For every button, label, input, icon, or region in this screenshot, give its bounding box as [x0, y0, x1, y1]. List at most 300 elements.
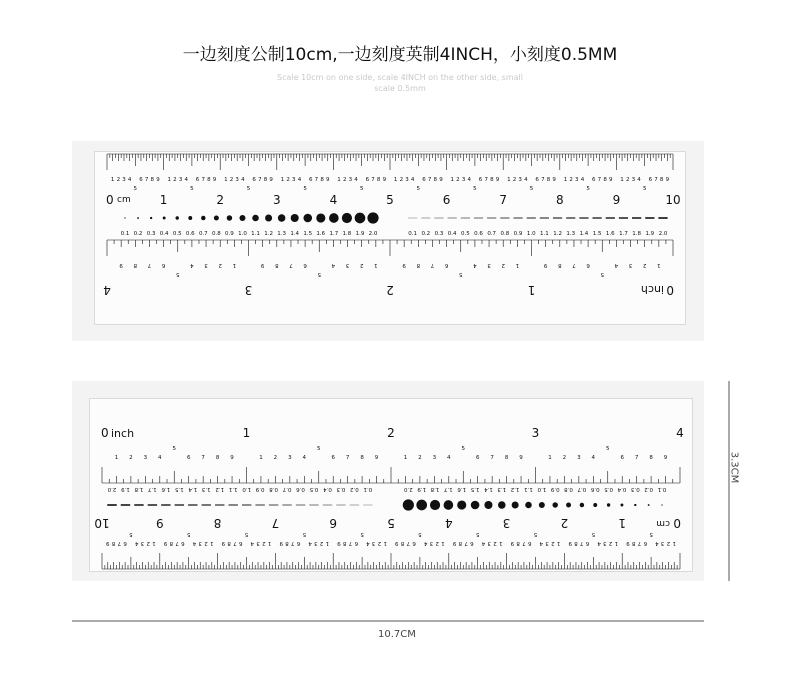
mm-digit: 7	[484, 177, 488, 183]
mm-digit: 4	[127, 177, 132, 183]
inch-digit-5: 5	[317, 446, 321, 452]
mm-digit: 2	[625, 177, 630, 183]
mm-digit: 8	[433, 177, 438, 183]
inch-digit: 1	[403, 455, 408, 461]
page-title: 一边刻度公制10cm,一边刻度英制4INCH，小刻度0.5MM	[182, 45, 618, 65]
mm-digit: 9	[552, 177, 556, 183]
inch-digit: 2	[273, 455, 278, 461]
dot-label: 1.1	[251, 231, 260, 237]
mm-digit-5: 5	[529, 186, 534, 192]
mm-digit: 8	[343, 540, 347, 546]
mm-digit: 2	[551, 540, 555, 546]
inch-digit: 3	[143, 455, 148, 461]
mm-digit: 2	[493, 540, 497, 546]
dot-label: 0.6	[185, 231, 195, 237]
dot-label: 0.4	[159, 231, 169, 237]
dot-mark	[355, 213, 366, 224]
mm-digit: 1	[337, 177, 341, 183]
dot-label: 1.6	[316, 231, 326, 237]
inch-digit: 2	[501, 262, 505, 268]
line-label: 1.2	[215, 486, 225, 492]
inch-digit: 7	[572, 262, 576, 268]
line-label: 1.7	[619, 231, 628, 237]
inch-digit: 4	[331, 262, 336, 268]
dot-label: 1.4	[290, 231, 300, 237]
dot-label: 1.9	[355, 231, 365, 237]
line-label: 0.6	[474, 231, 483, 237]
line-label: 0.9	[255, 486, 265, 492]
mm-digit: 9	[221, 540, 226, 546]
mm-digit: 1	[672, 540, 676, 546]
mm-digit: 6	[354, 540, 359, 546]
line-label: 1.2	[553, 231, 562, 237]
mm-digit: 3	[314, 540, 318, 546]
line-label: 0.4	[323, 486, 332, 492]
mm-digit: 2	[319, 540, 324, 546]
cm-unit-label: cm	[656, 518, 670, 528]
line-label: 1.8	[134, 486, 144, 492]
mm-digit: 9	[279, 540, 283, 546]
ruler-bottom	[89, 398, 693, 572]
mm-digit: 1	[280, 177, 285, 183]
inch-digit-5: 5	[461, 446, 465, 452]
mm-digit: 6	[195, 177, 200, 183]
mm-digit: 8	[546, 177, 551, 183]
mm-digit: 3	[518, 177, 522, 183]
inch-digit: 8	[215, 455, 220, 461]
dot-mark	[444, 500, 454, 510]
mm-digit: 4	[134, 540, 139, 546]
mm-digit: 9	[510, 540, 515, 546]
mm-digit: 7	[579, 540, 584, 546]
mm-digit: 8	[400, 540, 405, 546]
mm-digit: 1	[556, 540, 561, 546]
mm-digit: 9	[156, 177, 160, 183]
dot-label: 0.8	[212, 231, 221, 237]
dot-label: 1.7	[444, 486, 453, 492]
line-label: 0.6	[296, 486, 305, 492]
cm-number: 4	[444, 516, 453, 530]
mm-digit-5: 5	[303, 186, 307, 192]
cm-number: 1	[618, 516, 627, 530]
mm-digit: 9	[163, 540, 168, 546]
mm-digit: 4	[655, 540, 659, 546]
dot-mark	[239, 215, 245, 221]
inch-digit: 1	[548, 455, 552, 461]
line-label: 1.9	[121, 486, 130, 492]
inch-digit: 8	[416, 262, 421, 268]
mm-digit: 7	[371, 177, 375, 183]
mm-digit: 2	[204, 540, 208, 546]
cm-number: 5	[387, 516, 395, 530]
line-label: 0.8	[500, 231, 510, 237]
inch-digit: 6	[303, 262, 307, 268]
mm-digit: 2	[512, 177, 517, 183]
dot-mark	[471, 501, 480, 510]
cm-number: 7	[271, 516, 280, 530]
line-label: 0.2	[350, 486, 359, 492]
mm-digit: 9	[439, 177, 443, 183]
mm-digit: 3	[371, 540, 376, 546]
dot-mark	[265, 214, 272, 221]
dot-mark	[124, 217, 125, 218]
dot-mark	[648, 504, 650, 506]
dot-label: 0.2	[133, 231, 143, 237]
cm-number: 0	[106, 193, 114, 207]
mm-digit: 4	[184, 177, 188, 183]
dot-label: 1.5	[470, 486, 480, 492]
dot-label: 0.7	[577, 486, 587, 492]
mm-digit: 9	[608, 177, 613, 183]
line-label: 2.0	[658, 231, 668, 237]
mm-digit: 2	[146, 540, 150, 546]
dot-mark	[137, 217, 139, 219]
mm-digit-5: 5	[359, 186, 364, 192]
dot-mark	[227, 215, 232, 220]
ruler-top	[94, 151, 686, 325]
line-label: 0.3	[336, 486, 346, 492]
inch-digit: 7	[147, 262, 152, 268]
inch-digit: 6	[186, 455, 191, 461]
cm-unit-label: cm	[117, 195, 131, 205]
inch-digit: 8	[504, 455, 509, 461]
inch-digit-5: 5	[176, 271, 180, 277]
dot-mark	[580, 503, 584, 507]
inch-digit: 6	[586, 262, 590, 268]
inch-digit: 3	[628, 262, 633, 268]
mm-digit: 9	[452, 540, 457, 546]
mm-digit: 3	[178, 177, 183, 183]
dot-label: 2.0	[403, 486, 413, 492]
mm-digit: 3	[660, 540, 665, 546]
inch-digit: 6	[331, 455, 335, 461]
mm-digit: 7	[175, 540, 179, 546]
mm-digit: 2	[229, 177, 234, 183]
cm-number: 1	[159, 193, 168, 207]
dot-label: 1.2	[264, 231, 273, 237]
inch-digit: 2	[129, 455, 133, 461]
dot-mark	[201, 216, 205, 220]
inch-digit: 7	[289, 262, 293, 268]
dot-label: 0.9	[550, 486, 560, 492]
line-label: 1.0	[526, 231, 536, 237]
inch-digit: 3	[432, 455, 437, 461]
mm-digit-5: 5	[190, 186, 194, 192]
mm-digit: 9	[212, 177, 217, 183]
line-label: 1.5	[174, 486, 184, 492]
mm-digit-5: 5	[244, 531, 249, 537]
line-label: 0.1	[363, 486, 373, 492]
dot-label: 0.9	[225, 231, 234, 237]
mm-digit: 1	[450, 177, 455, 183]
inch-digit: 8	[649, 455, 653, 461]
mm-digit: 3	[405, 177, 409, 183]
mm-digit: 4	[250, 540, 255, 546]
inch-digit: 6	[475, 455, 480, 461]
mm-digit: 7	[290, 540, 295, 546]
mm-digit: 6	[123, 540, 127, 546]
line-label: 1.6	[161, 486, 171, 492]
inch-digit: 1	[374, 262, 378, 268]
mm-digit-5: 5	[246, 186, 251, 192]
mm-digit: 4	[366, 540, 370, 546]
mm-digit-5: 5	[129, 531, 133, 537]
line-label: 1.3	[201, 486, 211, 492]
inch-group	[103, 240, 674, 297]
cm-number: 10	[94, 516, 110, 530]
mm-digit: 7	[522, 540, 526, 546]
dot-label: 1.9	[417, 486, 427, 492]
ruler-group	[103, 154, 680, 297]
dot-mark	[329, 213, 339, 223]
mm-digit: 3	[198, 540, 203, 546]
dot-label: 1.2	[510, 486, 520, 492]
mm-digit: 7	[427, 177, 432, 183]
dot-mark	[484, 501, 492, 509]
mm-digit: 1	[499, 540, 503, 546]
dot-mark	[607, 503, 610, 506]
cm-number: 3	[272, 193, 281, 207]
line-label: 1.1	[228, 486, 238, 492]
mm-digit: 8	[574, 540, 578, 546]
mm-digit: 7	[233, 540, 237, 546]
line-label: 0.8	[269, 486, 278, 492]
inch-digit: 7	[634, 455, 639, 461]
mm-digit: 6	[592, 177, 596, 183]
inch-number: 4	[676, 426, 684, 440]
line-label: 0.3	[434, 231, 444, 237]
mm-digit-5: 5	[360, 531, 364, 537]
cm-number: 9	[612, 193, 621, 207]
cm-number: 2	[216, 193, 225, 207]
inch-digit: 9	[230, 455, 234, 461]
cm-number: 2	[560, 516, 569, 530]
dot-mark	[430, 500, 440, 510]
mm-digit-5: 5	[586, 186, 590, 192]
mm-digit: 2	[435, 540, 439, 546]
mm-digit: 4	[597, 540, 601, 546]
mm-digit: 3	[235, 177, 239, 183]
cm-number: 5	[386, 193, 394, 207]
inch-number: 2	[386, 283, 394, 297]
mm-digit: 3	[292, 177, 296, 183]
mm-digit: 6	[252, 177, 256, 183]
inch-digit: 7	[430, 262, 435, 268]
inch-digit: 4	[302, 455, 307, 461]
mm-digit: 8	[603, 177, 607, 183]
cm-number: 3	[502, 516, 511, 530]
dot-label: 1.5	[303, 231, 313, 237]
mm-digit: 4	[481, 540, 486, 546]
dot-mark	[498, 501, 506, 509]
inch-digit: 9	[260, 262, 265, 268]
mm-digit: 6	[648, 177, 653, 183]
inch-digit: 9	[402, 262, 406, 268]
inch-digit: 3	[487, 262, 491, 268]
page-subtitle: Scale 10cm on one side, scale 4INCH on the other side, small scale 0.5mm	[277, 73, 523, 93]
mm-digit: 4	[423, 540, 428, 546]
inch-digit: 7	[490, 455, 494, 461]
mm-digit: 3	[122, 177, 126, 183]
mm-digit: 7	[637, 540, 642, 546]
mm-digit: 6	[478, 177, 483, 183]
mm-digit: 7	[654, 177, 658, 183]
mm-digit: 6	[309, 177, 313, 183]
inch-digit-5: 5	[317, 271, 321, 277]
mm-digit: 7	[201, 177, 205, 183]
inch-digit: 6	[620, 455, 624, 461]
dot-label: 0.5	[172, 231, 182, 237]
dot-mark	[342, 213, 352, 223]
dot-mark	[403, 499, 414, 510]
mm-digit: 1	[152, 540, 156, 546]
mm-digit: 8	[150, 177, 155, 183]
inch-digit: 9	[519, 455, 523, 461]
dot-label: 0.5	[604, 486, 613, 492]
mm-digit: 8	[227, 540, 231, 546]
mm-digit: 8	[458, 540, 463, 546]
inch-number: 1	[527, 283, 536, 297]
inch-digit: 9	[374, 455, 379, 461]
mm-digit: 6	[365, 177, 370, 183]
mm-digit: 6	[296, 540, 301, 546]
dot-mark	[512, 501, 519, 508]
inch-number: 1	[242, 426, 251, 440]
inch-digit: 2	[218, 262, 222, 268]
inch-digit: 1	[657, 262, 661, 268]
cm-number: 6	[329, 516, 338, 530]
mm-digit: 8	[516, 540, 520, 546]
inch-digit: 7	[201, 455, 205, 461]
inch-digit: 8	[360, 455, 364, 461]
mm-digit: 7	[348, 540, 353, 546]
mm-digit: 3	[545, 540, 549, 546]
dot-mark	[552, 502, 557, 507]
line-label: 1.3	[566, 231, 576, 237]
dot-mark	[367, 212, 378, 223]
mm-digit: 2	[608, 540, 613, 546]
dot-mark	[278, 214, 286, 222]
inch-digit: 2	[642, 262, 647, 268]
dot-label: 1.0	[238, 231, 247, 237]
line-label: 1.7	[148, 486, 157, 492]
dot-mark	[252, 215, 259, 222]
mm-digit-5: 5	[133, 186, 138, 192]
width-label: 10.7CM	[378, 629, 416, 640]
mm-digit: 8	[632, 540, 636, 546]
mm-digit: 1	[383, 540, 387, 546]
mm-digit: 9	[337, 540, 341, 546]
dot-mark	[593, 503, 597, 507]
line-label: 1.1	[540, 231, 549, 237]
dot-mark	[188, 216, 192, 220]
dot-mark	[150, 217, 152, 219]
mm-digit-5: 5	[649, 531, 653, 537]
dot-label: 0.1	[120, 231, 130, 237]
mm-digit: 3	[461, 177, 466, 183]
inch-digit: 1	[232, 262, 237, 268]
mm-digit: 6	[422, 177, 426, 183]
dot-label: 0.4	[617, 486, 627, 492]
mm-digit: 2	[262, 540, 266, 546]
inch-number: 3	[244, 283, 253, 297]
mm-digit: 7	[144, 177, 149, 183]
mm-digit-5: 5	[642, 186, 647, 192]
mm-digit: 3	[140, 540, 145, 546]
cm-number: 4	[329, 193, 338, 207]
inch-digit: 4	[473, 262, 477, 268]
dot-mark	[661, 504, 662, 505]
dot-mark	[457, 500, 466, 509]
inch-digit: 8	[558, 262, 562, 268]
dot-mark	[163, 217, 166, 220]
dot-mark	[525, 502, 532, 509]
dot-label: 1.8	[430, 486, 440, 492]
mm-digit: 3	[631, 177, 636, 183]
line-label: 0.4	[447, 231, 457, 237]
inch-number: 3	[531, 426, 540, 440]
inch-unit-label: inch	[111, 427, 135, 440]
cm-number: 9	[155, 516, 164, 530]
inch-digit-5: 5	[172, 446, 176, 452]
dot-label: 1.4	[484, 486, 493, 492]
inch-digit: 7	[345, 455, 350, 461]
inch-number: 0	[101, 426, 109, 440]
dot-mark	[291, 214, 299, 222]
mm-digit: 9	[269, 177, 273, 183]
mm-digit: 4	[467, 177, 471, 183]
mm-digit: 3	[256, 540, 260, 546]
product-photo-top	[72, 141, 704, 341]
cm-number: 6	[442, 193, 451, 207]
dot-mark	[214, 216, 219, 221]
dot-mark	[634, 504, 636, 506]
inch-digit: 2	[562, 455, 567, 461]
dot-mark	[621, 504, 624, 507]
line-label: 2.0	[107, 486, 117, 492]
mm-digit: 6	[470, 540, 474, 546]
mm-digit: 4	[524, 177, 528, 183]
mm-digit: 1	[210, 540, 214, 546]
inch-digit: 8	[275, 262, 279, 268]
cm-number: 8	[555, 193, 564, 207]
mm-digit: 2	[569, 177, 573, 183]
mm-digit: 9	[665, 177, 670, 183]
inch-group	[101, 426, 684, 483]
mm-digit-5: 5	[591, 531, 596, 537]
mm-digit: 7	[258, 177, 262, 183]
inch-digit: 4	[190, 262, 194, 268]
dot-label: 0.1	[657, 486, 667, 492]
mm-digit: 2	[342, 177, 347, 183]
mm-digit: 3	[429, 540, 434, 546]
mm-digit-5: 5	[475, 531, 480, 537]
line-label: 1.0	[242, 486, 252, 492]
mm-digit: 2	[173, 177, 177, 183]
dot-label: 1.8	[342, 231, 352, 237]
inch-number: 0	[666, 283, 674, 297]
mm-digit: 1	[267, 540, 272, 546]
line-label: 1.6	[605, 231, 615, 237]
mm-digit-5: 5	[416, 186, 421, 192]
mm-digit: 1	[224, 177, 228, 183]
inch-digit: 6	[161, 262, 166, 268]
mm-digit: 1	[620, 177, 624, 183]
mm-digit: 4	[637, 177, 641, 183]
dot-label: 1.6	[457, 486, 467, 492]
mm-digit: 8	[111, 540, 116, 546]
inch-digit: 1	[515, 262, 520, 268]
